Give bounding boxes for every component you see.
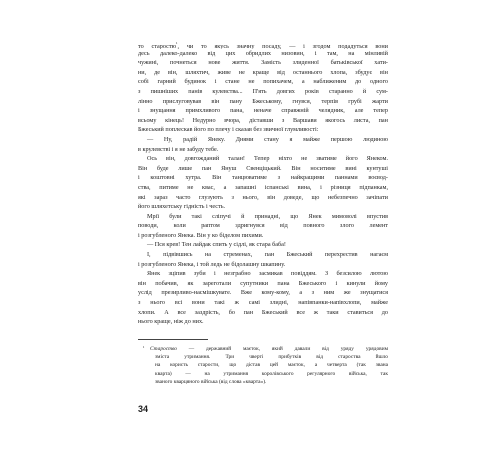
body-line: його шляхетську гідність і честь. [138, 203, 226, 211]
body-line: десь далеко-далеко від цих обридлих низовин, і там, на мінливій [138, 49, 388, 57]
body-line: з пишніших панів кулевства... П'ять довгих років старанно й сум- [138, 87, 388, 95]
body-line: чужині, почнеться нове життя. Замість злиденної батьківської хати- [138, 59, 388, 67]
body-line: услід презирливо-насмішкувате. Вже кому-кому, а з ним же знущатися [138, 289, 388, 297]
body-line: Мрії були такі сліпучі й принадні, що Янек мимоволі впустив [147, 212, 388, 220]
body-line: в крулевстві і я не забуду тебе. [138, 145, 219, 153]
body-line: і розгубленого Янека. Він у ко біделом пихими. [138, 231, 264, 239]
body-line: Ось він, довгожданий талан! Тепер ніхто не зватиме його Янеком. [147, 155, 388, 163]
body-line: — Ну, радій Янеку. Днями стану я майже першою людиною [147, 135, 388, 143]
body-line: Янек зціпив зуби і незграбно засмикав повіддям. З безсилою лютою [147, 270, 388, 278]
body-line: собі гарний будинок і стане не попихачем, а наближеним до одного [138, 78, 388, 86]
body-line: і розгубленого Янека, і той ледь не бідолашну шкапину. [138, 260, 286, 268]
body-line: і знущання примхливого пана, неначе справжній челядник, але тепер [138, 107, 388, 115]
footnote [138, 345, 388, 386]
body-line: то старостю$^{^1}$, чи то якусь значну посаду, — і згодом подадуться вони [138, 41, 388, 49]
footnote-line: на користь старости, що дістав цей маєток, а четверта (так звана [155, 362, 388, 369]
page-number: 34 [138, 404, 149, 414]
body-line: він побачив, як зареготали супутники пана Бжеського і кинули йому [138, 279, 388, 287]
footnote-line: зміста утримання. Три чверті прибутків від староства йшло [155, 354, 388, 361]
body-line: поводи, коли раптом здригнувся від повного злого лемент [138, 222, 388, 230]
body-line: ства, питиме не квас, а запашні іспанські вина, і різниця підпанкам, [138, 183, 388, 191]
body-line: хлопи. А все заздрість, бо пан Бжеський все ж таки ставиться до [138, 308, 388, 316]
footnote-line: званого кварцяного війська (від слова «кварта»). [155, 378, 267, 385]
body-line: Він буде лише пан Януш Свенціцький. Він носитиме вині кунтуші [138, 164, 388, 172]
body-line: нього краще, ніж до них. [138, 318, 204, 326]
body-line: Бжеський поплескав його по плечу і сказав без звичної глумливості: [138, 126, 319, 134]
footnote-marker: ¹ [176, 41, 178, 46]
footnote-mark: ¹ [143, 345, 145, 350]
footnote-divider [138, 339, 208, 340]
body-line: з нього всі вони такі ж самі злидні, напівпанки-напівхлопи, майже [138, 299, 388, 307]
body-line: — Пся крев! Тен лайдак спить у сідлі, як стара баба! [147, 241, 286, 249]
body-line: лінно прислуговував він пану Бжеському, гнувся, терпів грубі жарти [138, 97, 388, 105]
body-line: які зараз часто глузують з нього, він доведе, що небезпечно зачіпати [138, 193, 388, 201]
footnote-line: кварта) — на утримання королівського регулярного війська, так [155, 370, 388, 377]
body-text [138, 39, 388, 327]
body-line: і коштовні хутра. Він танцюватиме з найкращими паннами воєвод- [138, 174, 388, 182]
body-line: всьому кінець! Недурно вчора, діставши з Варшави якогось листа, пан [138, 116, 388, 124]
footnote-line: ¹ Староство — державний маєток, який давали від уряду урядовим [143, 345, 388, 352]
body-line: ни, де він, шляхтич, живе не краще від останнього хлопа, збудує він [138, 68, 388, 76]
body-line: І, підвівшись на стременах, пан Бжеський перехрестив нагаєм [147, 251, 388, 259]
